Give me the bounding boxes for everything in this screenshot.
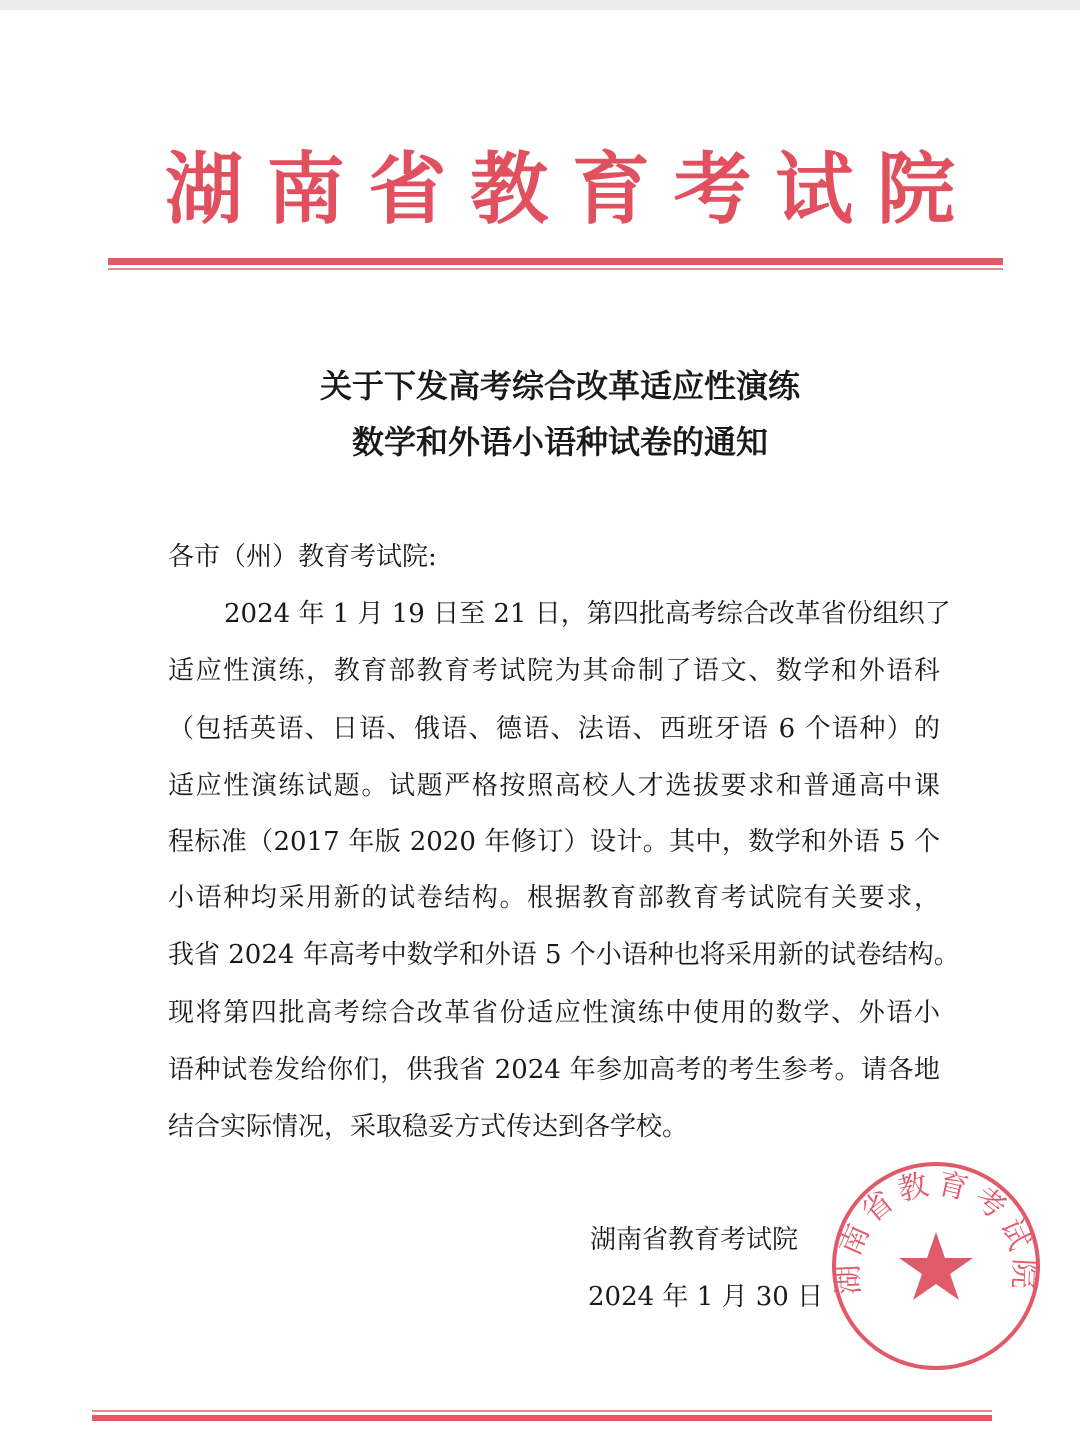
body-line: 语种试卷发给你们，供我省 2024 年参加高考的考生参考。请各地: [168, 1055, 940, 1085]
body-line: 适应性演练试题。试题严格按照高校人才选拔要求和普通高中课: [168, 771, 940, 801]
document-title-line1: 关于下发高考综合改革适应性演练: [319, 367, 800, 405]
signature-organization: 湖南省教育考试院: [590, 1225, 799, 1255]
letterhead-rule-thin: [108, 268, 1003, 270]
footer-rule-thin: [92, 1410, 992, 1412]
letterhead-rule-thick: [108, 258, 1003, 265]
body-line: 我省 2024 年高考中数学和外语 5 个小语种也将采用新的试卷结构。: [168, 940, 960, 970]
body-line: 现将第四批高考综合改革省份适应性演练中使用的数学、外语小: [168, 998, 940, 1028]
salutation: 各市（州）教育考试院:: [168, 542, 437, 572]
body-line: 2024 年 1 月 19 日至 21 日，第四批高考综合改革省份组织了: [224, 599, 951, 629]
letterhead-title: 湖南省教育考试院: [165, 144, 955, 235]
star-icon: [899, 1232, 973, 1300]
seal-text: 湖南省教育考试院: [830, 1166, 1042, 1296]
signature-date: 2024 年 1 月 30 日: [588, 1282, 824, 1312]
body-line: 程标准（2017 年版 2020 年修订）设计。其中，数学和外语 5 个: [168, 827, 940, 857]
footer-rule-thick: [92, 1415, 992, 1421]
official-seal: [830, 1160, 1042, 1372]
document-title-line2: 数学和外语小语种试卷的通知: [351, 423, 768, 461]
top-band: [0, 0, 1080, 10]
body-line: 适应性演练，教育部教育考试院为其命制了语文、数学和外语科: [168, 656, 940, 686]
body-line: （包括英语、日语、俄语、德语、法语、西班牙语 6 个语种）的: [168, 714, 940, 744]
body-line: 结合实际情况，采取稳妥方式传达到各学校。: [168, 1112, 689, 1142]
body-line: 小语种均采用新的试卷结构。根据教育部教育考试院有关要求，: [168, 883, 940, 913]
